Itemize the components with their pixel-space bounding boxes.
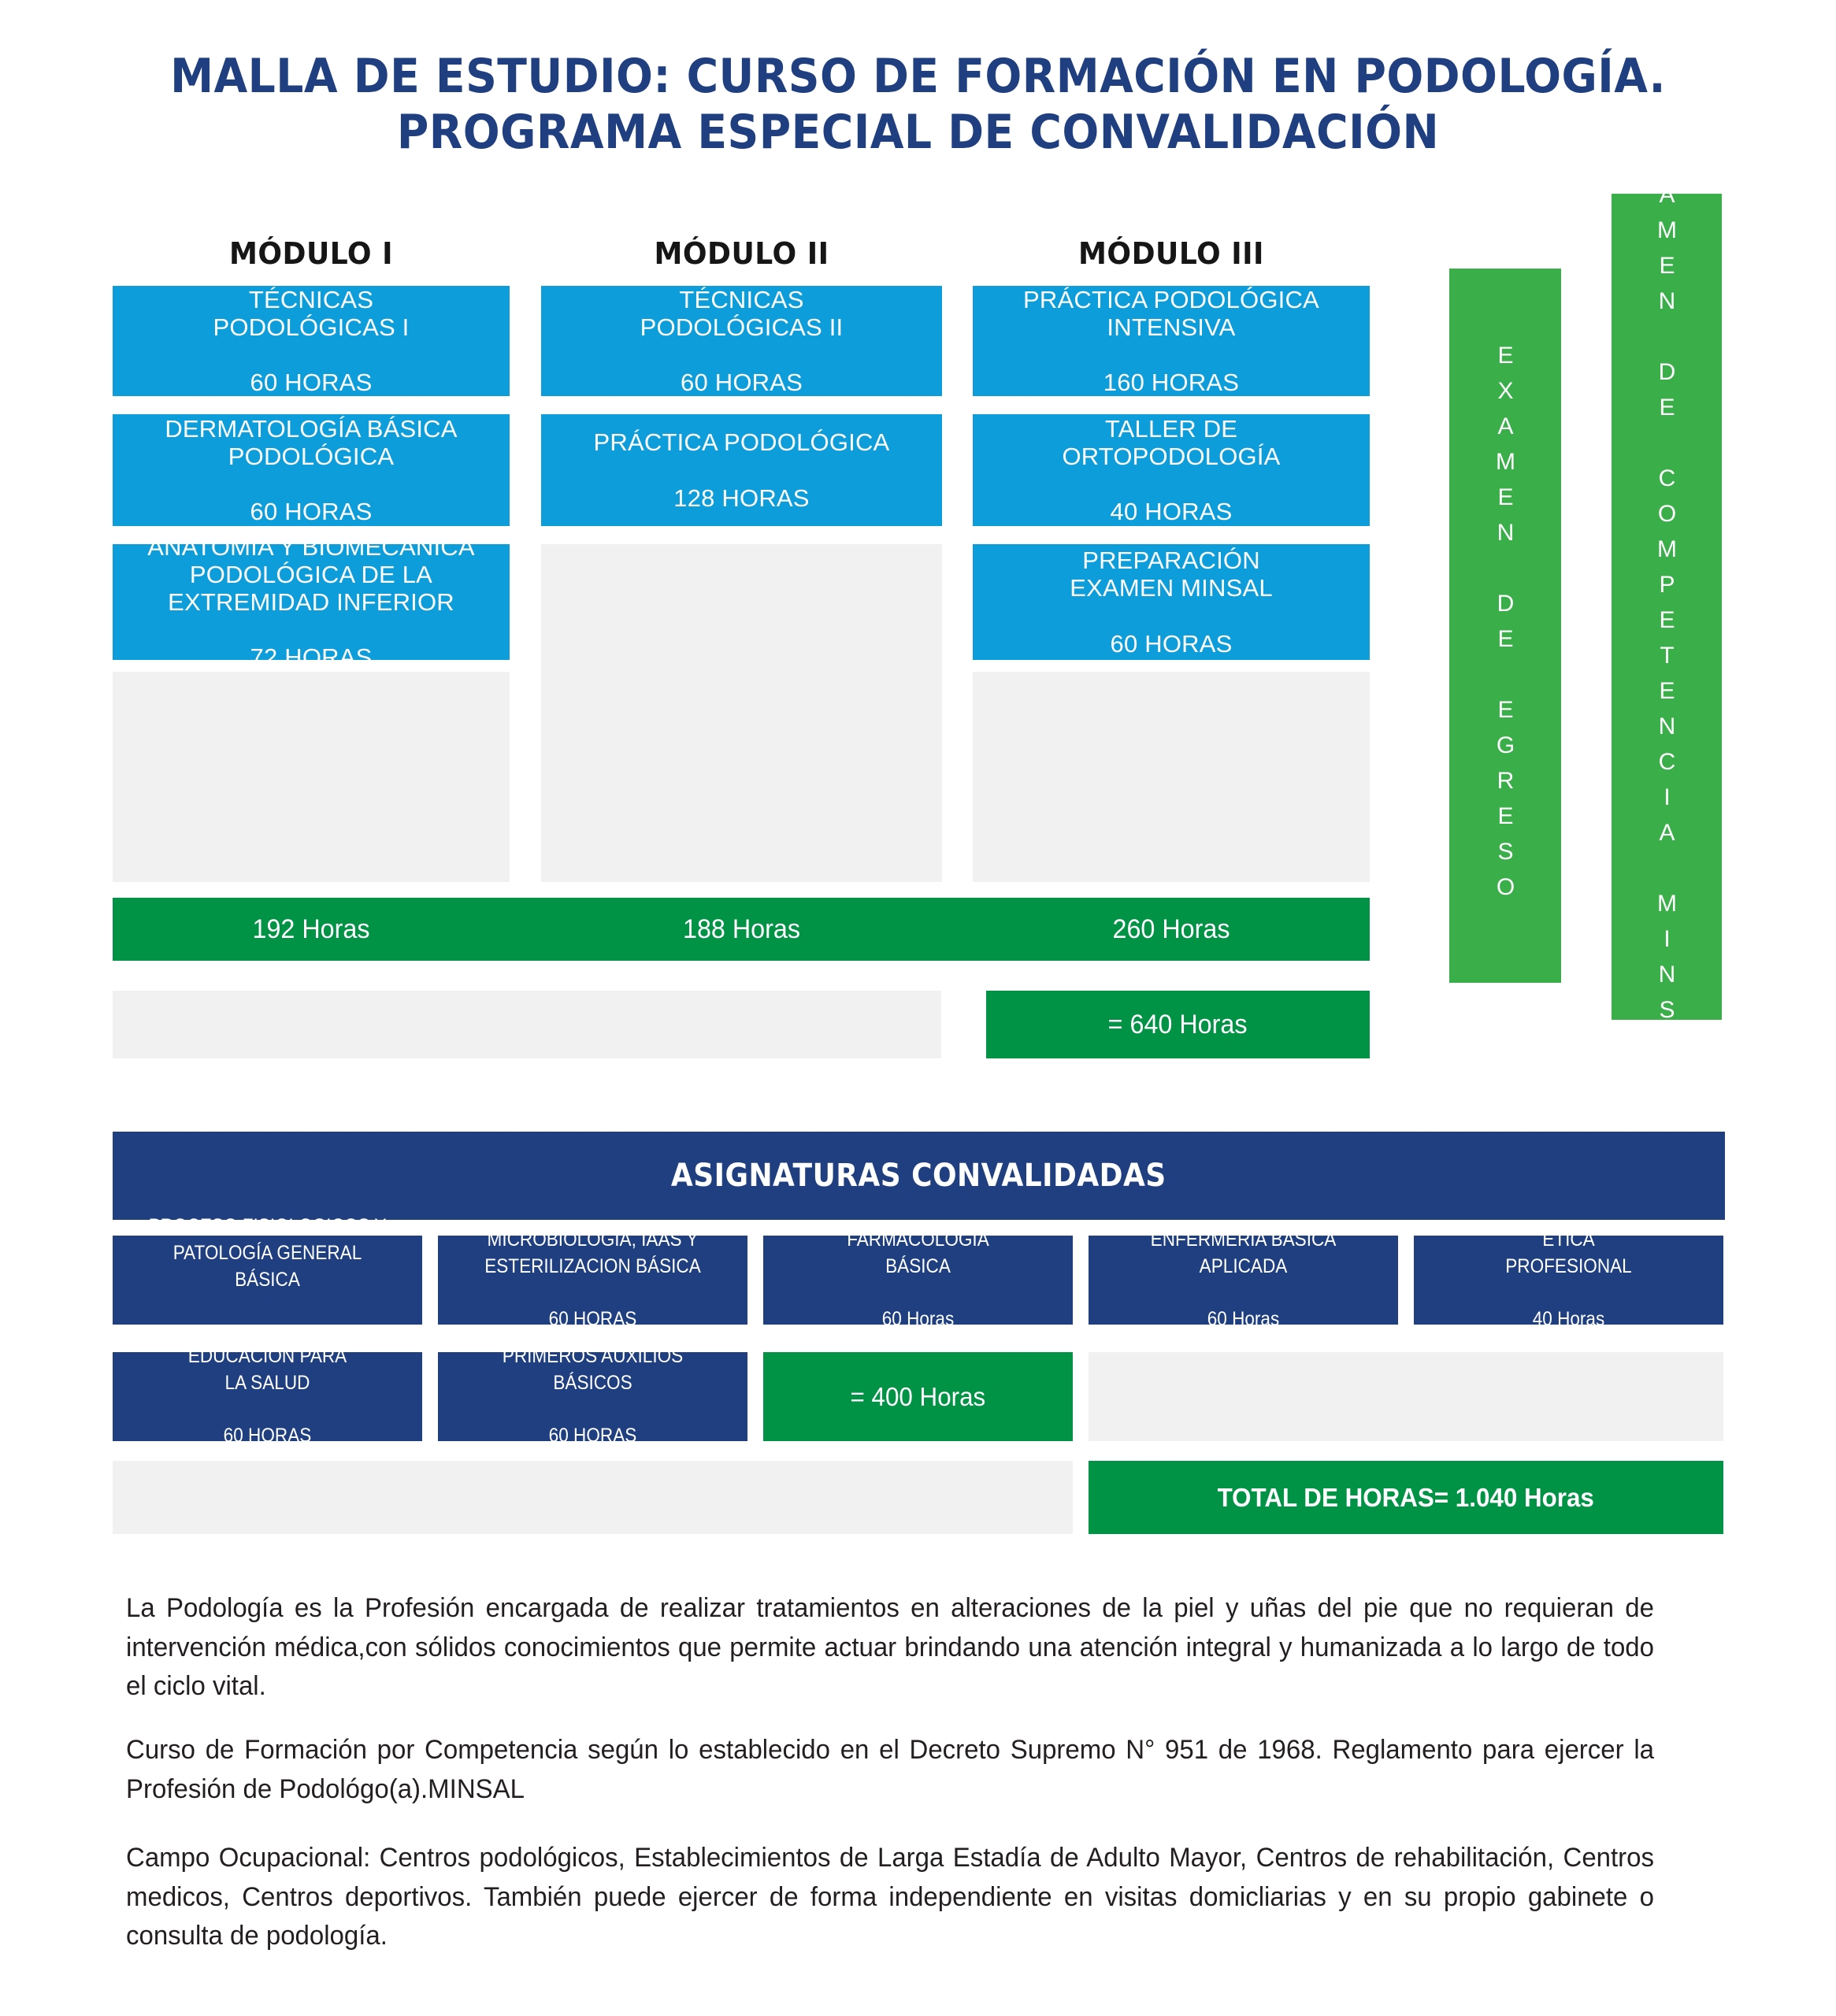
placeholder-box <box>973 672 1370 882</box>
placeholder-box <box>113 672 510 882</box>
module-2-total: 188 Horas <box>682 914 801 944</box>
convalidated-course-name: FARMACOLOGÍA BÁSICA <box>847 1228 989 1277</box>
title-line-2: PROGRAMA ESPECIAL DE CONVALIDACIÓN <box>396 104 1440 160</box>
convalidated-course-hours: 60 HORAS <box>223 1425 312 1447</box>
course-hours: 60 HORAS <box>250 369 373 397</box>
course-box[interactable] <box>541 286 942 396</box>
course-box[interactable] <box>973 414 1370 526</box>
paragraph-campo-ocupacional: Campo Ocupacional: Centros podológicos, Establecimientos de Larga Estadía de Adulto Mayor, Centros de rehabilitación, Centros medicos, Centros deportivos. También puede ejercer de forma independiente en visitas domicliarias y en su propio gabinete o consulta de podología. <box>126 1843 1654 1951</box>
module-2-header: MÓDULO II <box>654 236 829 271</box>
convalidated-course-hours: 60 HORAS <box>548 1308 637 1331</box>
convalidated-course-box[interactable] <box>438 1228 747 1331</box>
paragraph-definicion: La Podología es la Profesión encargada de realizar tratamientos en alteraciones de la piel y uñas del pie que no requieran de intervención médica,con sólidos conocimientos que permite actuar brindando una atención integral y humanizada a lo largo de todo el ciclo vital. <box>126 1593 1654 1702</box>
convalidated-section-title: ASIGNATURAS CONVALIDADAS <box>671 1158 1167 1194</box>
module-1-header: MÓDULO I <box>228 236 394 271</box>
course-box[interactable] <box>113 286 510 396</box>
grand-total-bar <box>1089 1461 1723 1534</box>
course-hours: 60 HORAS <box>250 498 373 526</box>
convalidated-course-box[interactable] <box>113 1345 422 1447</box>
exam-bar-egreso-label: EXAMEN DE EGRESO <box>1493 342 1519 910</box>
convalidated-course-box[interactable] <box>1414 1228 1723 1331</box>
convalidated-section-header <box>113 1132 1725 1220</box>
exam-bar-competencia-minsal-label: EXAMEN DE COMPETENCIA MINSAL <box>1654 110 1680 1103</box>
course-name: PRÁCTICA PODOLÓGICA INTENSIVA <box>1023 285 1319 341</box>
course-name: PRÁCTICA PODOLÓGICA <box>593 428 890 457</box>
module-3-header: MÓDULO III <box>1078 236 1264 271</box>
course-hours: 40 HORAS <box>1110 498 1233 526</box>
course-hours: 60 HORAS <box>681 369 803 397</box>
course-name: DERMATOLOGÍA BÁSICA PODOLÓGICA <box>165 414 458 470</box>
course-box[interactable] <box>973 286 1370 396</box>
course-name: TÉCNICAS PODOLÓGICAS I <box>213 285 410 341</box>
course-hours: 128 HORAS <box>673 484 810 512</box>
course-box[interactable] <box>113 414 510 526</box>
grand-total-label: TOTAL DE HORAS= 1.040 Horas <box>1217 1482 1595 1512</box>
convalidated-course-hours: 60 Horas <box>881 1308 955 1331</box>
convalidated-course-name: ÉTICA PROFESIONAL <box>1505 1228 1632 1277</box>
convalidated-subtotal-box <box>763 1352 1073 1441</box>
convalidated-course-box[interactable] <box>1089 1228 1398 1331</box>
module-3-total: 260 Horas <box>1112 914 1230 944</box>
convalidated-course-hours: 60 HORAS <box>548 1425 637 1447</box>
convalidated-course-name: PRIMEROS AUXILIOS BÁSICOS <box>502 1345 684 1394</box>
convalidated-course-name: EDUCACIÓN PARA LA SALUD <box>187 1345 347 1394</box>
course-name: TÉCNICAS PODOLÓGICAS II <box>640 285 844 341</box>
title-line-1: MALLA DE ESTUDIO: CURSO DE FORMACIÓN EN PODOLOGÍA. <box>170 49 1666 104</box>
placeholder-box <box>1089 1352 1723 1441</box>
modules-subtotal-bar <box>986 991 1370 1058</box>
exam-bar-egreso[interactable] <box>1449 269 1561 983</box>
course-box[interactable] <box>113 532 510 672</box>
course-hours: 60 HORAS <box>1110 629 1233 658</box>
placeholder-box <box>541 544 942 882</box>
modules-subtotal-label: = 640 Horas <box>1108 1009 1248 1040</box>
course-box[interactable] <box>541 414 942 526</box>
convalidated-course-name: ENFERMERÍA BÁSICA APLICADA <box>1150 1228 1337 1277</box>
course-box[interactable] <box>973 544 1370 660</box>
convalidated-course-box[interactable] <box>113 1215 422 1344</box>
convalidated-course-name: MICROBIOLOGÍA, IAAS Y ESTERILIZACION BÁSICA <box>484 1228 701 1277</box>
exam-bar-competencia-minsal[interactable] <box>1612 110 1722 1103</box>
convalidated-course-hours: 40 Horas <box>1532 1308 1605 1331</box>
course-name: ANATOMÍA Y BIOMECÁNICA PODOLÓGICA DE LA EXTREMIDAD INFERIOR <box>147 532 475 616</box>
course-name: PREPARACIÓN EXAMEN MINSAL <box>1070 547 1273 602</box>
convalidated-course-hours: 60 HORAS <box>223 1321 312 1344</box>
course-name: TALLER DE ORTOPODOLOGÍA <box>1062 414 1281 470</box>
convalidated-course-name: PROCESO FISIOLOGICOS Y PATOLOGÍA GENERAL BÁSICA <box>148 1215 387 1291</box>
convalidated-course-box[interactable] <box>763 1228 1073 1331</box>
convalidated-course-hours: 60 Horas <box>1207 1308 1280 1331</box>
course-hours: 160 HORAS <box>1103 369 1240 397</box>
convalidated-course-box[interactable] <box>438 1345 747 1447</box>
page-title <box>0 49 1836 161</box>
placeholder-box <box>113 991 941 1058</box>
paragraph-decreto: Curso de Formación por Competencia según lo establecido en el Decreto Supremo N° 951 de 1968. Reglamento para ejercer la Profesión de Podológo(a).MINSAL <box>126 1735 1654 1804</box>
module-hours-bar <box>113 898 1370 961</box>
course-hours: 72 HORAS <box>250 643 373 672</box>
placeholder-box <box>113 1461 1073 1534</box>
convalidated-subtotal-label: = 400 Horas <box>850 1381 986 1411</box>
module-1-total: 192 Horas <box>252 914 370 944</box>
